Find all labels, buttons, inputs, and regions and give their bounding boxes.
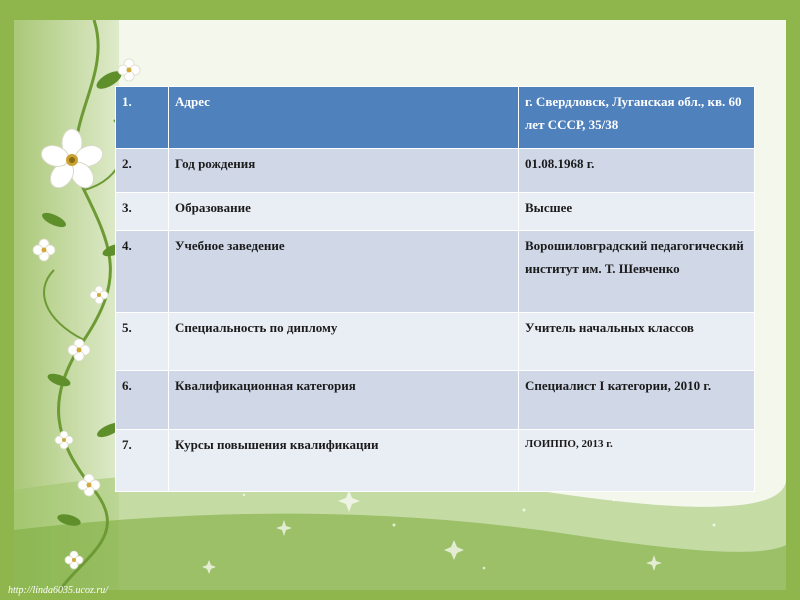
- flower-icon: [39, 129, 106, 192]
- table-row: [116, 193, 755, 231]
- row-field: Образование: [169, 193, 519, 231]
- row-number: 2.: [116, 149, 169, 193]
- row-number: 4.: [116, 231, 169, 313]
- table-row: [116, 430, 755, 492]
- watermark-url: http://linda6035.ucoz.ru/: [8, 585, 108, 596]
- table-row: [116, 313, 755, 371]
- row-value: 01.08.1968 г.: [519, 149, 755, 193]
- table-row: [116, 371, 755, 430]
- table-row: [116, 231, 755, 313]
- row-field: Учебное заведение: [169, 231, 519, 313]
- row-field: Адрес: [169, 87, 519, 149]
- row-field: Специальность по диплому: [169, 313, 519, 371]
- row-value: ЛОИППО, 2013 г.: [519, 430, 755, 492]
- row-field: Год рождения: [169, 149, 519, 193]
- row-value: Ворошиловградский педагогический институт им. Т. Шевченко: [519, 231, 755, 313]
- row-number: 1.: [116, 87, 169, 149]
- row-number: 3.: [116, 193, 169, 231]
- table-row: [116, 149, 755, 193]
- row-field: Квалификационная категория: [169, 371, 519, 430]
- row-value: Учитель начальных классов: [519, 313, 755, 371]
- row-field: Курсы повышения квалификации: [169, 430, 519, 492]
- row-value: г. Свердловск, Луганская обл., кв. 60 лет СССР, 35/38: [519, 87, 755, 149]
- info-table: [115, 86, 755, 492]
- row-value: Высшее: [519, 193, 755, 231]
- row-number: 5.: [116, 313, 169, 371]
- row-number: 6.: [116, 371, 169, 430]
- row-value: Специалист I категории, 2010 г.: [519, 371, 755, 430]
- row-number: 7.: [116, 430, 169, 492]
- table-row: [116, 87, 755, 149]
